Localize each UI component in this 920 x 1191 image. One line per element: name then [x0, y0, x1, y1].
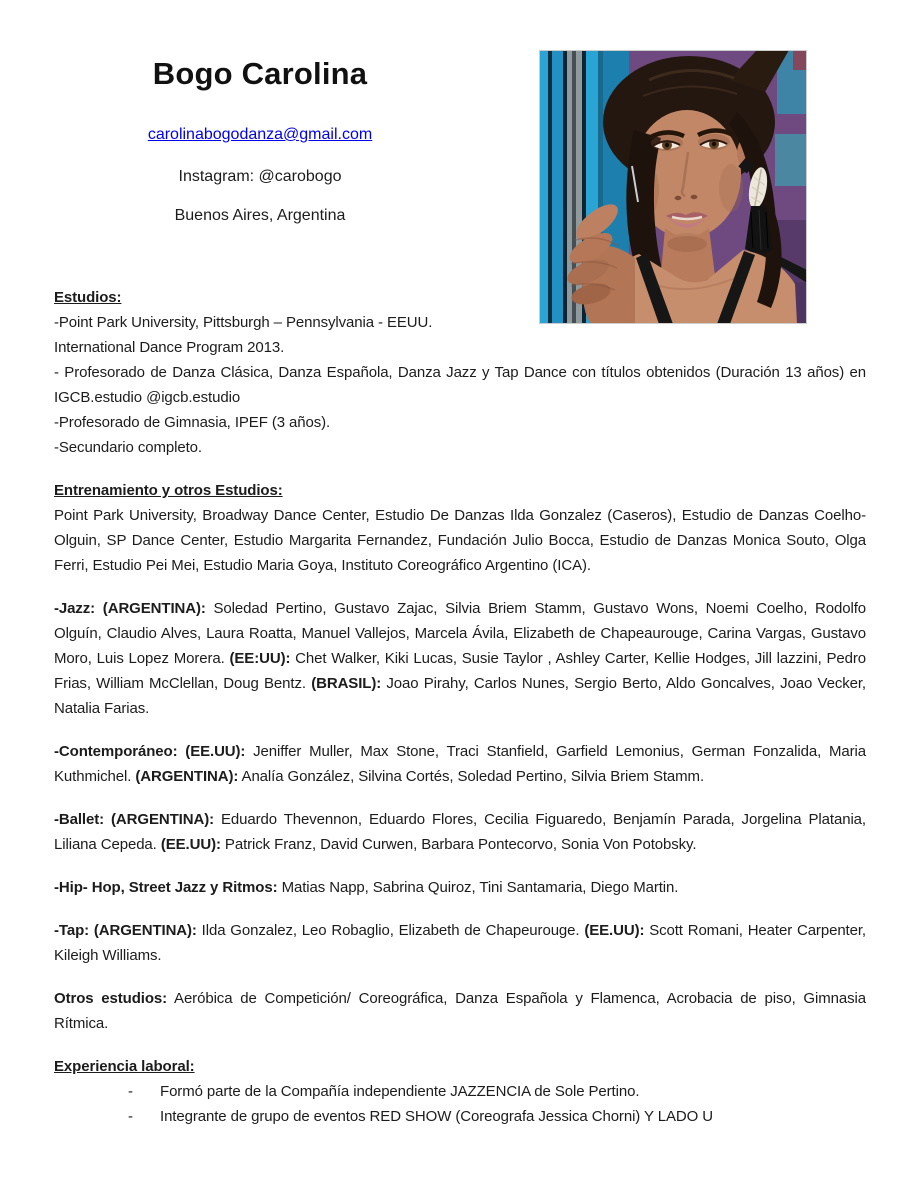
tap-label: -Tap: (ARGENTINA): [54, 922, 197, 939]
otros-list: Aeróbica de Competición/ Coreográfica, Danza Española y Flamenca, Acrobacia de piso, Gimnasia Rítmica. [54, 990, 866, 1032]
estudios-line: -Profesorado de Gimnasia, IPEF (3 años). [54, 414, 331, 431]
contemporaneo-label-argentina: (ARGENTINA): [135, 768, 239, 785]
experiencia-item: Formó parte de la Compañía independiente JAZZENCIA de Sole Pertino. [160, 1083, 640, 1100]
email-link[interactable]: carolinabogodanza@gmail.com [147, 126, 373, 143]
hiphop-label: -Hip- Hop, Street Jazz y Ritmos: [54, 879, 278, 896]
ballet-label: -Ballet: (ARGENTINA): [54, 811, 214, 828]
jazz-label-eeuu: (EE:UU): [229, 650, 291, 667]
experiencia-heading: Experiencia laboral: [54, 1058, 195, 1075]
page-title: Bogo Carolina [152, 56, 368, 91]
jazz-label: -Jazz: (ARGENTINA): [54, 600, 206, 617]
cv-body [0, 285, 920, 1129]
contemporaneo-label: -Contemporáneo: (EE.UU): [54, 743, 246, 760]
estudios-line: International Dance Program 2013. [54, 339, 285, 356]
section-otros-estudios [54, 986, 866, 1036]
estudios-line: -Point Park University, Pittsburgh – Pennsylvania - EEUU. [54, 314, 433, 331]
section-tap [54, 918, 866, 968]
instagram-line: Instagram: @carobogo [178, 168, 342, 185]
location-line: Buenos Aires, Argentina [174, 207, 346, 224]
header [54, 0, 466, 227]
contemporaneo-names-eeuu: Jeniffer Muller, Max Stone, Traci Stanfield, Garfield Lemonius, German Fonzalida, Maria Kuthmichel. [54, 743, 866, 785]
jazz-label-brasil: (BRASIL): [311, 675, 382, 692]
list-item [54, 1079, 866, 1104]
section-hiphop [54, 875, 866, 900]
ballet-names-argentina: Eduardo Thevennon, Eduardo Flores, Cecilia Figuaredo, Benjamín Parada, Jorgelina Platania, Liliana Cepeda. [54, 811, 866, 853]
experiencia-item: Integrante de grupo de eventos RED SHOW (Coreografa Jessica Chorni) Y LADO U [160, 1108, 713, 1125]
tap-label-eeuu: (EE.UU): [584, 922, 645, 939]
tap-names-eeuu: Scott Romani, Heater Carpenter, Kileigh Williams. [54, 922, 867, 964]
contemporaneo-names-argentina: Analía González, Silvina Cortés, Soledad Pertino, Silvia Briem Stamm. [238, 768, 705, 785]
section-ballet [54, 807, 866, 857]
jazz-names-eeuu: Chet Walker, Kiki Lucas, Susie Taylor , Ashley Carter, Kellie Hodges, Jill lazzini, Pedro Frias, William McClellan, Doug Bentz. [54, 650, 866, 692]
hiphop-names: Matias Napp, Sabrina Quiroz, Tini Santamaria, Diego Martin. [277, 879, 679, 896]
list-item [54, 1104, 866, 1129]
estudios-heading: Estudios: [54, 289, 122, 306]
jazz-names-brasil: Joao Pirahy, Carlos Nunes, Sergio Berto, Aldo Goncalves, Joao Vecker, Natalia Farias. [54, 675, 866, 717]
bullet-dash: - [128, 1083, 133, 1100]
section-contemporaneo [54, 739, 866, 789]
entrenamiento-heading: Entrenamiento y otros Estudios: [54, 482, 283, 499]
section-entrenamiento [54, 478, 866, 578]
jazz-names-argentina: Soledad Pertino, Gustavo Zajac, Silvia Briem Stamm, Gustavo Wons, Noemi Coelho, Rodolfo Olguín, Claudio Alves, Laura Roatta, Manuel Vallejos, Marcela Ávila, Elizabeth de Chapeaurouge, Carina Vargas, Gustavo Moro, Luis Lopez Morera. [54, 600, 866, 667]
estudios-line: - Profesorado de Danza Clásica, Danza Española, Danza Jazz y Tap Dance con títulos obtenidos (Duración 13 años) en IGCB.estudio @igcb.estudio [54, 364, 866, 406]
tap-names-argentina: Ilda Gonzalez, Leo Robaglio, Elizabeth de Chapeurouge. [196, 922, 585, 939]
otros-label: Otros estudios: [54, 990, 168, 1007]
section-experiencia [54, 1054, 866, 1129]
ballet-names-eeuu: Patrick Franz, David Curwen, Barbara Pontecorvo, Sonia Von Potobsky. [220, 836, 697, 853]
entrenamiento-paragraph: Point Park University, Broadway Dance Center, Estudio De Danzas Ilda Gonzalez (Caseros), Estudio de Danzas Coelho-Olguin, SP Dance Center, Estudio Margarita Fernandez, Fundación Julio Bocca, Estudio de Danzas Monica Souto, Olga Ferri, Estudio Pei Mei, Estudio Maria Goya, Instituto Coreográfico Argentino (ICA). [54, 507, 866, 574]
ballet-label-eeuu: (EE.UU): [160, 836, 221, 853]
portrait-photo [539, 50, 807, 324]
estudios-line: -Secundario completo. [54, 439, 202, 456]
bullet-dash: - [128, 1108, 133, 1125]
section-jazz [54, 596, 866, 721]
